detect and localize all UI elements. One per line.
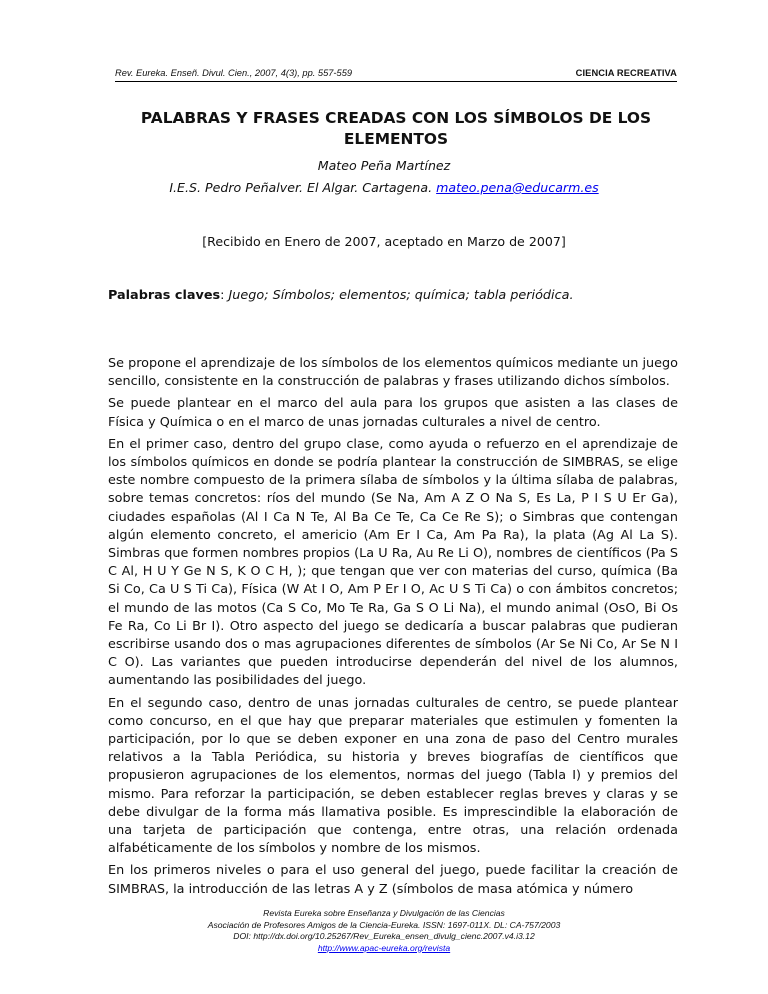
email-link[interactable]: mateo.pena@educarm.es <box>436 180 599 195</box>
page-footer <box>0 908 768 954</box>
footer-doi: DOI: http://dx.doi.org/10.25267/Rev_Eureka_ensen_divulg_cienc.2007.v4.i3.12 <box>233 931 535 941</box>
keywords: Palabras claves: Juego; Símbolos; elementos; química; tabla periódica. <box>108 288 574 303</box>
paragraph: Se propone el aprendizaje de los símbolos de los elementos químicos mediante un juego sencillo, consistente en la construcción de palabras y frases utilizando dichos símbolos. <box>108 356 678 390</box>
running-header <box>115 64 677 82</box>
paragraph: Se puede plantear en el marco del aula para los grupos que asisten a las clases de Física y Química o en el marco de unas jornadas culturales a nivel de centro. <box>108 396 678 430</box>
paragraph: En el segundo caso, dentro de unas jornadas culturales de centro, se puede plantear como concurso, en el que hay que preparar materiales que estimulen y fomenten la participación, por lo que se deben exponer en una zona de paso del Centro murales relativos a la Tabla Periódica, su historia y breves biografías de científicos que propusieron agrupaciones de los elementos, normas del juego (Tabla I) y premios del mismo. Para reforzar la participación, se deben establecer reglas breves y claras y se debe divulgar de la forma más llamativa posible. Es imprescindible la elaboración de una tarjeta de participación que contenga, entre otras, una relación ordenada alfabéticamente de los símbolos y nombre de los mismos. <box>108 695 678 857</box>
keywords-text: Juego; Símbolos; elementos; química; tabla periódica. <box>228 288 574 303</box>
article-body <box>108 355 678 903</box>
author-name: Mateo Peña Martínez <box>317 158 451 173</box>
keywords-label: Palabras claves <box>108 288 221 303</box>
article-title: PALABRAS Y FRASES CREADAS CON LOS SÍMBOLOS DE LOS ELEMENTOS <box>140 109 652 148</box>
journal-url-link[interactable]: http://www.apac-eureka.org/revista <box>317 942 451 953</box>
footer-association: Asociación de Profesores Amigos de la Ciencia-Eureka. ISSN: 1697-011X. DL: CA-757/2003 <box>207 919 561 930</box>
footer-journal: Revista Eureka sobre Enseñanza y Divulgación de las Ciencias <box>263 908 505 918</box>
paragraph: En los primeros niveles o para el uso general del juego, puede facilitar la creación de SIMBRAS, la introducción de las letras A y Z (símbolos de masa atómica y número <box>108 863 678 897</box>
author-affiliation <box>0 180 768 195</box>
journal-citation: Rev. Eureka. Enseñ. Divul. Cien., 2007, 4(3), pp. 557-559 <box>115 68 353 78</box>
affiliation-text: I.E.S. Pedro Peñalver. El Algar. Cartagena. <box>169 180 433 195</box>
received-dates: [Recibido en Enero de 2007, aceptado en Marzo de 2007] <box>202 234 566 249</box>
paragraph: En el primer caso, dentro del grupo clase, como ayuda o refuerzo en el aprendizaje de los símbolos químicos en donde se podría plantear la construcción de SIMBRAS, se elige este nombre compuesto de la primera sílaba de símbolos y la última sílaba de palabras, sobre temas concretos: ríos del mundo (Se Na, Am A Z O Na S, Es La, P I S U Er Ga), ciudades españolas (Al I Ca N Te, Al Ba Ce Te, Ca Ce Re S); o Simbras que contengan algún elemento concreto, el americio (Am Er I Ca, Am Pa Ra), la plata (Ag Al La S). Simbras que formen nombres propios (La U Ra, Au Re Li O), nombres de científicos (Pa S C Al, H U Y Ge N S, K O C H, ); que tengan que ver con materias del curso, química (Ba Si Co, Ca U S Ti Ca), Física (W At I O, Am P Er I O, Ac U S Ti Ca) o con ámbitos concretos; el mundo de las motos (Ca S Co, Mo Te Ra, Ga S O Li Na), el mundo animal (OsO, Bi Os Fe Ra, Co Li Br I). Otro aspecto del juego se dedicaría a buscar palabras que pudieran escribirse usando dos o mas agrupaciones diferentes de símbolos (Ar Se Ni Co, Ar Se N I C O). Las variantes que pueden introducirse dependerán del nivel de los alumnos, aumentando las posibilidades del juego. <box>108 436 678 689</box>
section-label: CIENCIA RECREATIVA <box>575 68 677 78</box>
